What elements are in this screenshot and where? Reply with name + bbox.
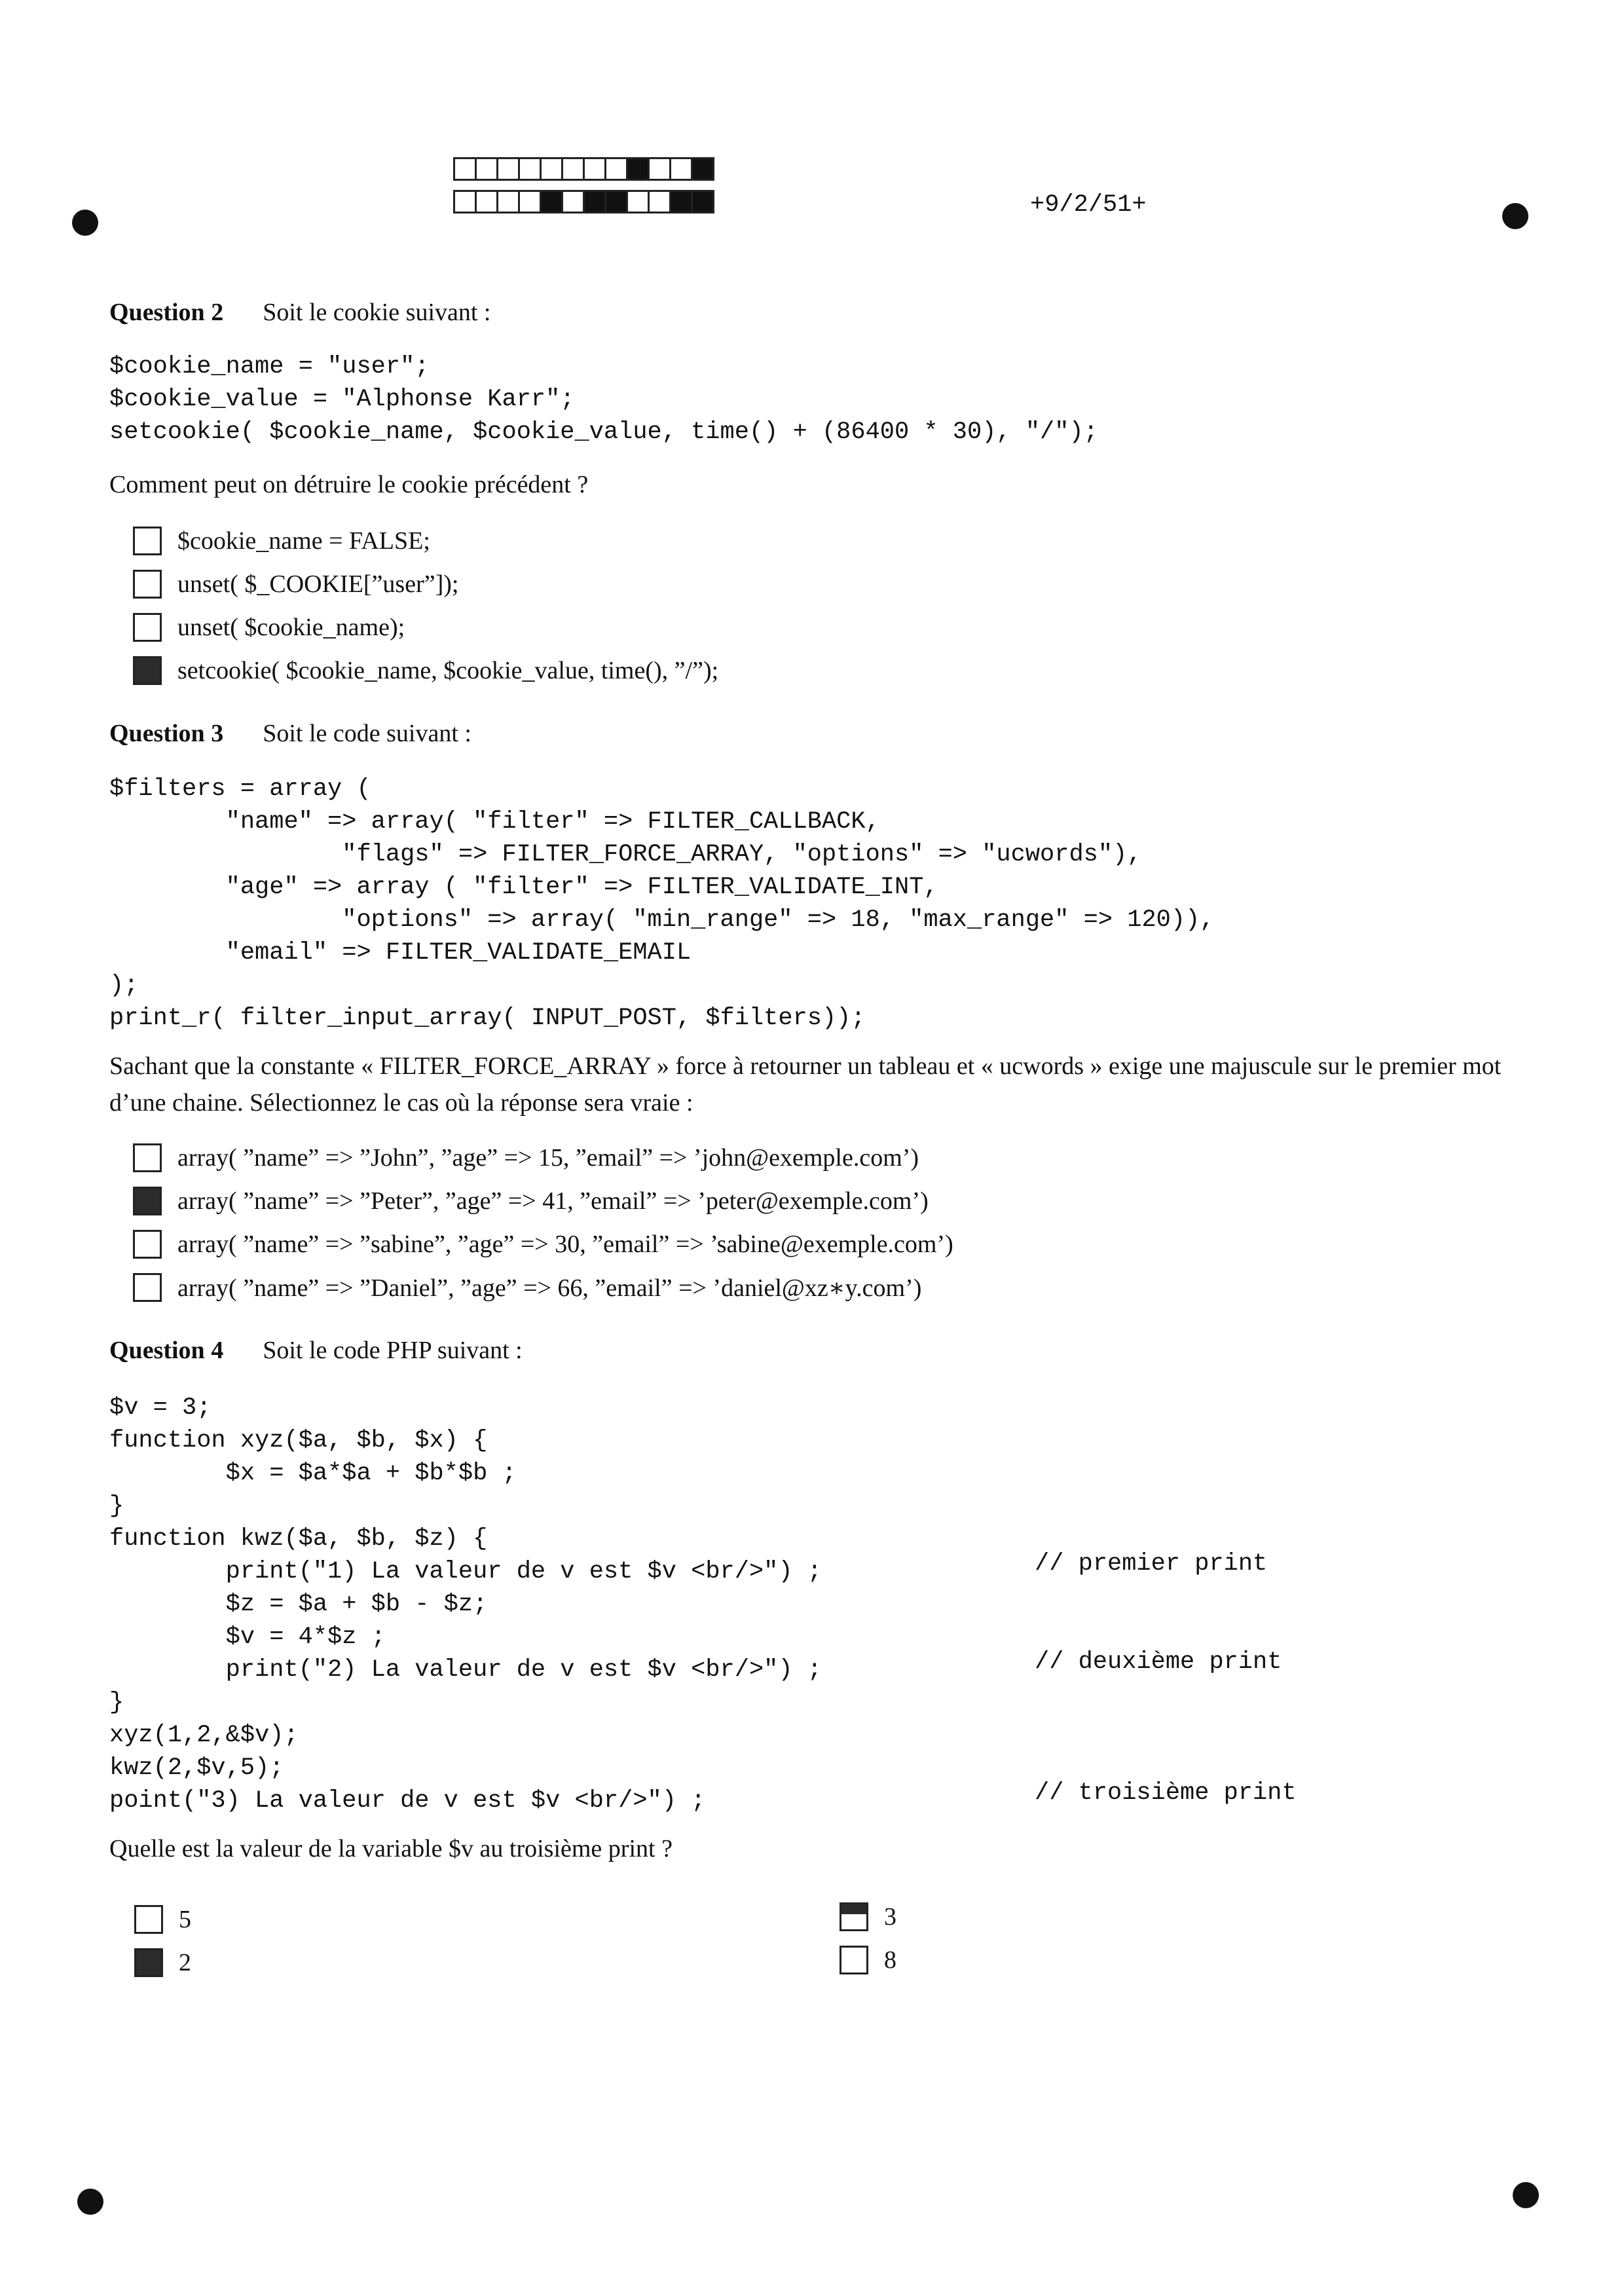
option-label: $cookie_name = FALSE; [177, 527, 430, 555]
code-line: $filters = array ( [109, 775, 371, 803]
code-line: } [109, 1689, 124, 1716]
option-label: 5 [179, 1906, 191, 1933]
checkbox[interactable] [133, 613, 162, 642]
checkbox[interactable] [133, 1230, 162, 1259]
question-2-code [109, 350, 1098, 449]
code-line: } [109, 1492, 124, 1520]
corner-mark-top-left [72, 210, 98, 236]
option-label: array( ”name” => ”sabine”, ”age” => 30, ”email” => ’sabine@exemple.com’) [177, 1231, 953, 1258]
question-title: Question 4 [109, 1337, 224, 1364]
code-line: "email" => FILTER_VALIDATE_EMAIL [109, 939, 692, 967]
q3-option-4[interactable] [133, 1270, 921, 1305]
id-cell [648, 157, 671, 181]
question-title: Question 2 [109, 299, 224, 326]
checkbox[interactable] [134, 1905, 163, 1934]
checkbox[interactable] [133, 570, 162, 599]
corner-mark-bottom-left [77, 2189, 103, 2215]
q4-option-2[interactable] [134, 1946, 191, 1980]
id-cell [691, 190, 714, 213]
id-cell [475, 157, 498, 181]
id-cell [540, 157, 563, 181]
id-cell [648, 190, 671, 213]
code-line: kwz(2,$v,5); [109, 1754, 284, 1782]
option-label: array( ”name” => ”Daniel”, ”age” => 66, ”email” => ’daniel@xz∗y.com’) [177, 1274, 922, 1302]
q2-option-1[interactable] [133, 524, 430, 558]
id-cell [561, 157, 585, 181]
checkbox[interactable] [133, 656, 162, 685]
id-cell [518, 190, 542, 213]
question-4-heading [109, 1336, 523, 1365]
option-label: 2 [179, 1949, 191, 1976]
q3-option-3[interactable] [133, 1227, 953, 1261]
checkbox[interactable] [133, 1273, 162, 1302]
question-3-heading [109, 719, 471, 748]
option-label: setcookie( $cookie_name, $cookie_value, time(), ”/”); [177, 657, 719, 684]
question-2-heading [109, 298, 491, 327]
question-intro: Soit le cookie suivant : [263, 299, 491, 326]
id-cell [583, 190, 606, 213]
code-line: "flags" => FILTER_FORCE_ARRAY, "options" => "ucwords"), [109, 841, 1142, 868]
code-line: "options" => array( "min_range" => 18, "max_range" => 120)), [109, 906, 1215, 934]
question-4-code [109, 1392, 822, 1817]
option-label: 3 [884, 1903, 896, 1931]
id-cell [496, 157, 520, 181]
q4-option-5[interactable] [134, 1902, 191, 1936]
id-cell [518, 157, 542, 181]
question-intro: Soit le code PHP suivant : [263, 1337, 523, 1364]
code-line: $cookie_value = "Alphonse Karr"; [109, 386, 575, 413]
code-line: point("3) La valeur de v est $v <br/>") ; [109, 1787, 706, 1815]
code-line: $x = $a*$a + $b*$b ; [109, 1460, 517, 1487]
code-line: $cookie_name = "user"; [109, 353, 430, 380]
student-id-row-2 [453, 190, 712, 213]
page-code: +9/2/51+ [1030, 191, 1147, 219]
code-comment-first-print: // premier print [1035, 1550, 1268, 1578]
checkbox[interactable] [133, 1187, 162, 1215]
option-label: unset( $cookie_name); [177, 614, 405, 641]
code-line: xyz(1,2,&$v); [109, 1722, 299, 1749]
code-line: $z = $a + $b - $z; [109, 1591, 488, 1618]
id-cell [540, 190, 563, 213]
id-cell [604, 157, 628, 181]
id-cell [669, 157, 693, 181]
code-line: "age" => array ( "filter" => FILTER_VALIDATE_INT, [109, 874, 938, 901]
code-line: print("1) La valeur de v est $v <br/>") ; [109, 1558, 822, 1585]
code-line: $v = 3; [109, 1394, 212, 1422]
question-3-prompt: Sachant que la constante « FILTER_FORCE_ARRAY » force à retourner un tableau et « ucwords » exige une majuscule sur le premier mot d’une chaine. Sélectionnez le cas où la réponse sera vraie : [109, 1052, 1502, 1117]
id-cell [583, 157, 606, 181]
q4-option-3[interactable] [840, 1900, 896, 1934]
q2-option-3[interactable] [133, 610, 405, 644]
student-id-row-1 [453, 157, 712, 181]
id-cell [496, 190, 520, 213]
corner-mark-bottom-right [1513, 2182, 1539, 2208]
question-3-code [109, 773, 1214, 1035]
id-cell [626, 190, 650, 213]
id-cell [453, 190, 477, 213]
q2-option-4[interactable] [133, 654, 718, 688]
q2-option-2[interactable] [133, 567, 458, 601]
id-cell [691, 157, 714, 181]
code-comment-second-print: // deuxième print [1035, 1648, 1282, 1676]
code-line: print("2) La valeur de v est $v <br/>") ; [109, 1656, 822, 1684]
q3-option-2[interactable] [133, 1184, 929, 1218]
option-label: array( ”name” => ”John”, ”age” => 15, ”email” => ’john@exemple.com’) [177, 1144, 919, 1172]
id-cell [604, 190, 628, 213]
checkbox[interactable] [134, 1948, 163, 1977]
question-2-prompt: Comment peut on détruire le cookie précédent ? [109, 471, 589, 498]
id-cell [453, 157, 477, 181]
question-title: Question 3 [109, 720, 224, 747]
question-intro: Soit le code suivant : [263, 720, 471, 747]
checkbox[interactable] [133, 527, 162, 555]
question-4-prompt: Quelle est la valeur de la variable $v au troisième print ? [109, 1835, 673, 1862]
checkbox[interactable] [840, 1946, 868, 1974]
id-cell [669, 190, 693, 213]
option-label: 8 [884, 1946, 896, 1974]
checkbox[interactable] [133, 1143, 162, 1172]
code-line: print_r( filter_input_array( INPUT_POST, $filters)); [109, 1005, 866, 1032]
code-line: setcookie( $cookie_name, $cookie_value, time() + (86400 * 30), "/"); [109, 418, 1098, 446]
code-line: function xyz($a, $b, $x) { [109, 1427, 488, 1454]
code-line: function kwz($a, $b, $z) { [109, 1525, 488, 1553]
corner-mark-top-right [1502, 203, 1528, 229]
code-comment-third-print: // troisième print [1035, 1779, 1297, 1807]
id-cell [561, 190, 585, 213]
checkbox[interactable] [840, 1902, 868, 1931]
id-cell [626, 157, 650, 181]
code-line: ); [109, 972, 139, 999]
q4-option-8[interactable] [840, 1943, 896, 1977]
option-label: array( ”name” => ”Peter”, ”age” => 41, ”email” => ’peter@exemple.com’) [177, 1187, 929, 1215]
option-label: unset( $_COOKIE[”user”]); [177, 570, 459, 598]
q3-option-1[interactable] [133, 1141, 919, 1175]
id-cell [475, 190, 498, 213]
code-line: $v = 4*$z ; [109, 1623, 386, 1651]
code-line: "name" => array( "filter" => FILTER_CALLBACK, [109, 808, 880, 836]
